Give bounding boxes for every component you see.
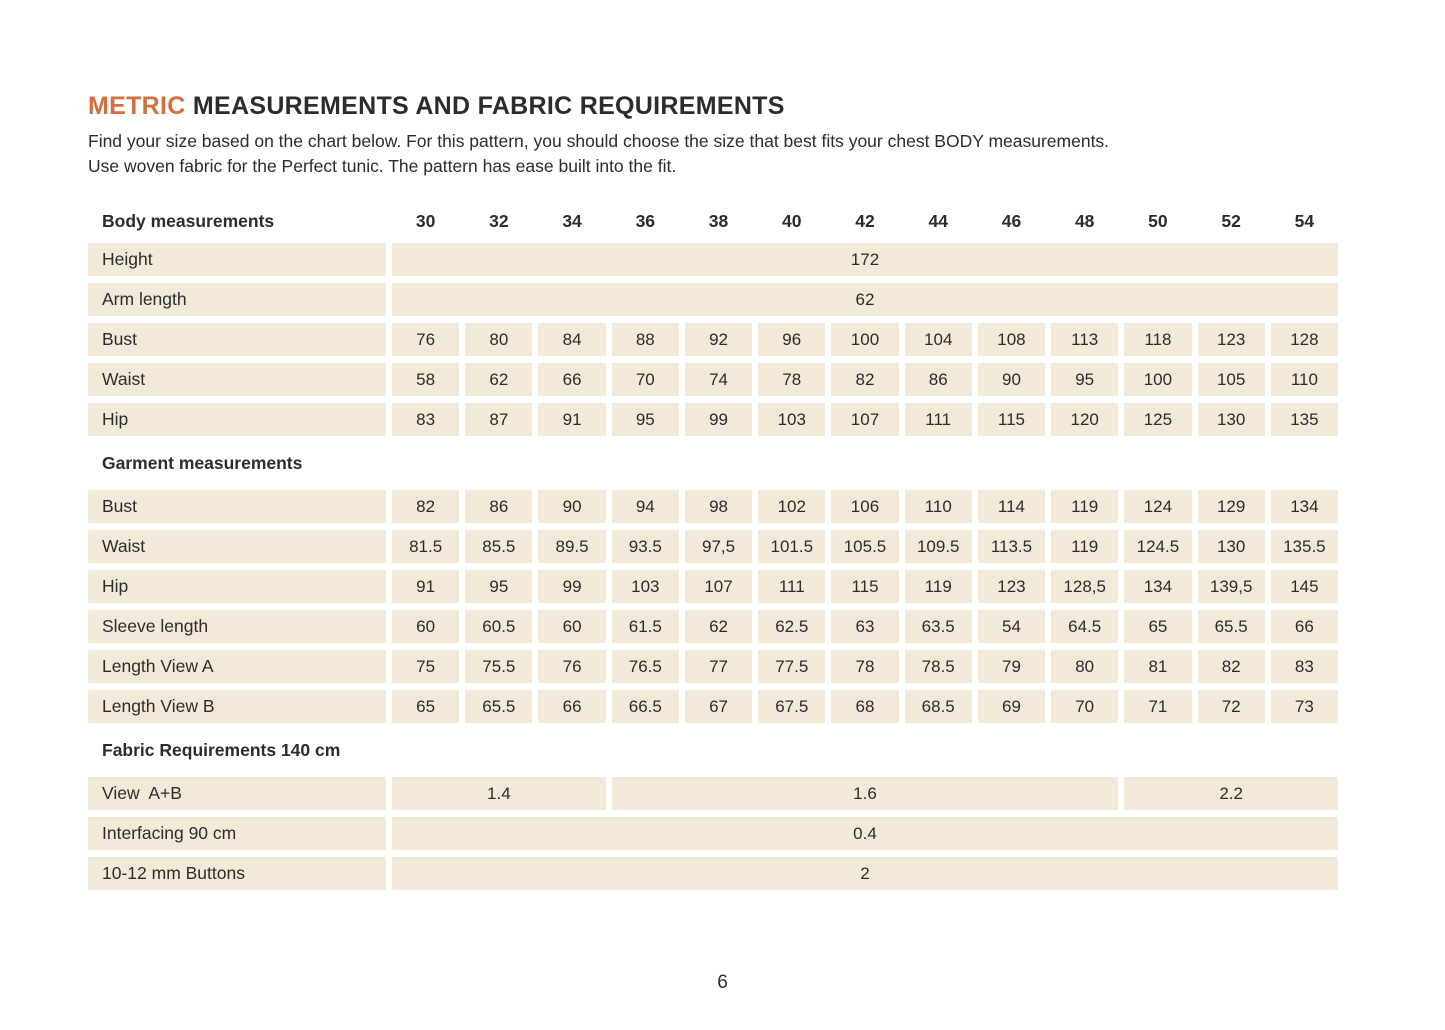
value-cell: 103 [612, 570, 679, 603]
value-cell: 134 [1124, 570, 1191, 603]
measurements-table [88, 206, 1338, 890]
value-cell: 66 [1271, 610, 1338, 643]
value-cell: 65 [1124, 610, 1191, 643]
value-cell: 119 [1051, 530, 1118, 563]
value-cell: 118 [1124, 323, 1191, 356]
page-title-rest: MEASUREMENTS AND FABRIC REQUIREMENTS [185, 92, 785, 120]
value-cell: 77.5 [758, 650, 825, 683]
value-cell: 65 [392, 690, 459, 723]
value-cell: 128 [1271, 323, 1338, 356]
value-cell: 139,5 [1198, 570, 1265, 603]
value-cell: 92 [685, 323, 752, 356]
value-cell: 135.5 [1271, 530, 1338, 563]
value-cell: 134 [1271, 490, 1338, 523]
page-number: 6 [717, 972, 728, 993]
row-label: Hip [88, 403, 386, 436]
value-cell: 63 [831, 610, 898, 643]
value-cell: 78 [831, 650, 898, 683]
size-column-header: 34 [538, 206, 605, 236]
page-content [88, 92, 1338, 890]
value-cell-segment: 1.6 [612, 777, 1119, 810]
value-cell: 106 [831, 490, 898, 523]
value-cell: 87 [465, 403, 532, 436]
value-cell: 89.5 [538, 530, 605, 563]
section-header: Fabric Requirements 140 cm [88, 730, 1338, 770]
value-cell: 97,5 [685, 530, 752, 563]
value-cell: 86 [905, 363, 972, 396]
value-cell: 60.5 [465, 610, 532, 643]
value-cell: 81.5 [392, 530, 459, 563]
value-cell: 85.5 [465, 530, 532, 563]
size-column-header: 30 [392, 206, 459, 236]
size-column-header: 46 [978, 206, 1045, 236]
value-cell: 73 [1271, 690, 1338, 723]
column-header-label: Body measurements [88, 206, 386, 236]
row-label: Sleeve length [88, 610, 386, 643]
value-cell: 145 [1271, 570, 1338, 603]
value-cell: 67 [685, 690, 752, 723]
value-cell: 90 [538, 490, 605, 523]
value-cell: 84 [538, 323, 605, 356]
value-cell: 99 [538, 570, 605, 603]
intro-line-2: Use woven fabric for the Perfect tunic. The pattern has ease built into the fit. [88, 156, 677, 176]
value-cell: 76.5 [612, 650, 679, 683]
value-cell: 123 [978, 570, 1045, 603]
value-cell: 88 [612, 323, 679, 356]
value-cell: 124 [1124, 490, 1191, 523]
size-column-header: 38 [685, 206, 752, 236]
value-cell: 103 [758, 403, 825, 436]
value-cell: 110 [1271, 363, 1338, 396]
value-cell: 82 [1198, 650, 1265, 683]
value-cell: 80 [1051, 650, 1118, 683]
value-cell: 109.5 [905, 530, 972, 563]
value-cell: 75 [392, 650, 459, 683]
value-cell: 76 [392, 323, 459, 356]
value-cell: 69 [978, 690, 1045, 723]
row-label: Arm length [88, 283, 386, 316]
value-cell: 79 [978, 650, 1045, 683]
value-cell-span: 172 [392, 243, 1338, 276]
value-cell: 60 [392, 610, 459, 643]
value-cell: 63.5 [905, 610, 972, 643]
intro-line-1: Find your size based on the chart below. For this pattern, you should choose the size that best fits your chest BODY measurements. [88, 131, 1110, 151]
value-cell: 98 [685, 490, 752, 523]
value-cell: 91 [392, 570, 459, 603]
value-cell: 128,5 [1051, 570, 1118, 603]
value-cell: 62 [465, 363, 532, 396]
row-label: View A+B [88, 777, 386, 810]
size-column-header: 42 [831, 206, 898, 236]
value-cell: 82 [831, 363, 898, 396]
value-cell: 93.5 [612, 530, 679, 563]
row-label: Height [88, 243, 386, 276]
value-cell: 70 [612, 363, 679, 396]
value-cell: 58 [392, 363, 459, 396]
value-cell: 107 [685, 570, 752, 603]
value-cell: 90 [978, 363, 1045, 396]
value-cell: 83 [392, 403, 459, 436]
value-cell: 94 [612, 490, 679, 523]
value-cell: 65.5 [465, 690, 532, 723]
value-cell: 54 [978, 610, 1045, 643]
value-cell: 102 [758, 490, 825, 523]
value-cell: 62 [685, 610, 752, 643]
size-column-header: 50 [1124, 206, 1191, 236]
size-column-header: 44 [905, 206, 972, 236]
value-cell: 80 [465, 323, 532, 356]
value-cell: 105 [1198, 363, 1265, 396]
value-cell: 67.5 [758, 690, 825, 723]
size-column-header: 48 [1051, 206, 1118, 236]
value-cell: 82 [392, 490, 459, 523]
value-cell: 108 [978, 323, 1045, 356]
row-label: Interfacing 90 cm [88, 817, 386, 850]
value-cell: 113.5 [978, 530, 1045, 563]
row-label: Length View B [88, 690, 386, 723]
value-cell-span: 2 [392, 857, 1338, 890]
value-cell: 107 [831, 403, 898, 436]
row-label: Waist [88, 530, 386, 563]
value-cell: 68 [831, 690, 898, 723]
intro-paragraph [88, 129, 1338, 179]
row-label: 10-12 mm Buttons [88, 857, 386, 890]
size-column-header: 54 [1271, 206, 1338, 236]
page-title [88, 92, 1338, 121]
value-cell: 77 [685, 650, 752, 683]
value-cell: 95 [465, 570, 532, 603]
value-cell: 70 [1051, 690, 1118, 723]
value-cell: 66 [538, 363, 605, 396]
size-column-header: 52 [1198, 206, 1265, 236]
value-cell: 124.5 [1124, 530, 1191, 563]
value-cell: 105.5 [831, 530, 898, 563]
value-cell: 111 [758, 570, 825, 603]
value-cell: 91 [538, 403, 605, 436]
value-cell: 119 [905, 570, 972, 603]
value-cell: 62.5 [758, 610, 825, 643]
value-cell: 74 [685, 363, 752, 396]
value-cell: 135 [1271, 403, 1338, 436]
value-cell: 100 [831, 323, 898, 356]
value-cell: 114 [978, 490, 1045, 523]
value-cell: 99 [685, 403, 752, 436]
value-cell: 61.5 [612, 610, 679, 643]
value-cell: 113 [1051, 323, 1118, 356]
value-cell-segment: 2.2 [1124, 777, 1338, 810]
value-cell: 104 [905, 323, 972, 356]
value-cell: 95 [1051, 363, 1118, 396]
page-title-highlight: METRIC [88, 92, 186, 120]
value-cell: 75.5 [465, 650, 532, 683]
value-cell: 64.5 [1051, 610, 1118, 643]
value-cell: 130 [1198, 403, 1265, 436]
value-cell: 129 [1198, 490, 1265, 523]
value-cell: 120 [1051, 403, 1118, 436]
value-cell: 130 [1198, 530, 1265, 563]
value-cell: 125 [1124, 403, 1191, 436]
value-cell: 78 [758, 363, 825, 396]
size-column-header: 32 [465, 206, 532, 236]
size-column-header: 36 [612, 206, 679, 236]
size-column-header: 40 [758, 206, 825, 236]
value-cell: 81 [1124, 650, 1191, 683]
value-cell: 83 [1271, 650, 1338, 683]
value-cell: 78.5 [905, 650, 972, 683]
value-cell: 115 [978, 403, 1045, 436]
value-cell: 86 [465, 490, 532, 523]
value-cell: 71 [1124, 690, 1191, 723]
value-cell: 66 [538, 690, 605, 723]
value-cell: 101.5 [758, 530, 825, 563]
row-label: Waist [88, 363, 386, 396]
row-label: Bust [88, 323, 386, 356]
value-cell: 72 [1198, 690, 1265, 723]
value-cell: 96 [758, 323, 825, 356]
value-cell: 123 [1198, 323, 1265, 356]
value-cell: 119 [1051, 490, 1118, 523]
value-cell-span: 62 [392, 283, 1338, 316]
value-cell: 60 [538, 610, 605, 643]
row-label: Bust [88, 490, 386, 523]
value-cell: 115 [831, 570, 898, 603]
value-cell: 76 [538, 650, 605, 683]
value-cell: 95 [612, 403, 679, 436]
value-cell-span: 0.4 [392, 817, 1338, 850]
section-header: Garment measurements [88, 443, 1338, 483]
row-label: Hip [88, 570, 386, 603]
value-cell: 110 [905, 490, 972, 523]
value-cell: 66.5 [612, 690, 679, 723]
value-cell-segment: 1.4 [392, 777, 606, 810]
value-cell: 111 [905, 403, 972, 436]
row-label: Length View A [88, 650, 386, 683]
value-cell: 68.5 [905, 690, 972, 723]
value-cell: 65.5 [1198, 610, 1265, 643]
value-cell: 100 [1124, 363, 1191, 396]
